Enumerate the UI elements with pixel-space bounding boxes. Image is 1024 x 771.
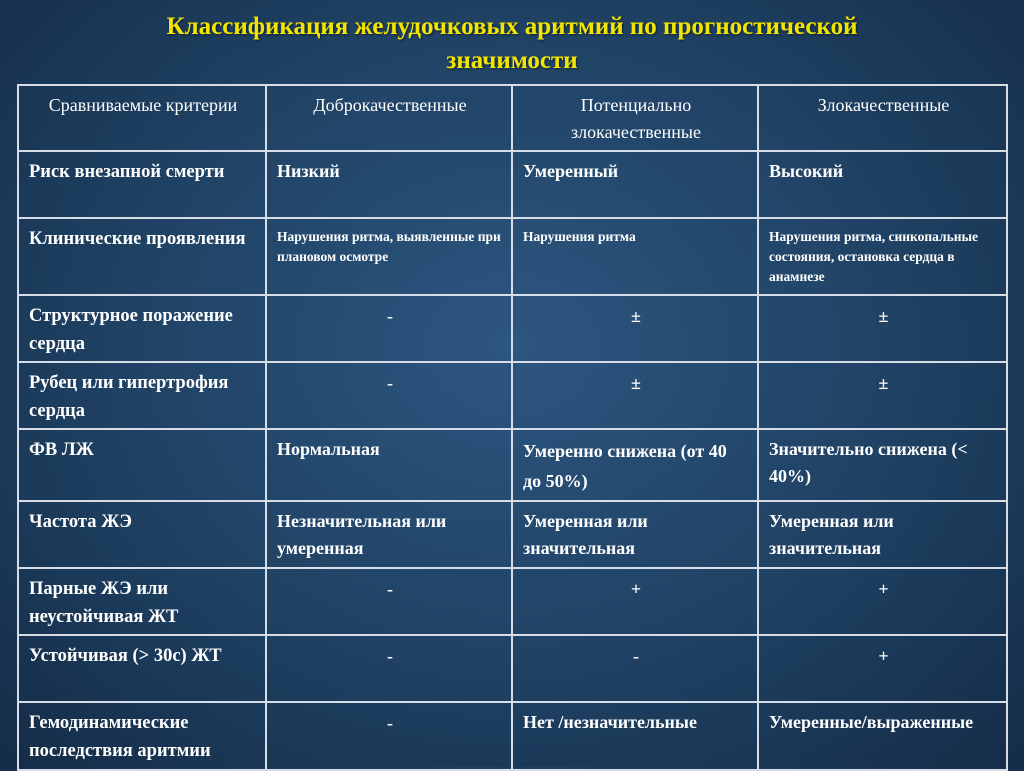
potential-cell: Нет /незначительные bbox=[512, 702, 758, 770]
header-benign: Доброкачественные bbox=[266, 85, 512, 151]
benign-cell: Низкий bbox=[266, 151, 512, 218]
potential-cell: ± bbox=[512, 295, 758, 362]
criterion-cell: Парные ЖЭ или неустойчивая ЖТ bbox=[18, 568, 266, 635]
table-row bbox=[18, 501, 1007, 568]
malignant-cell: Высокий bbox=[758, 151, 1007, 218]
benign-cell: Нарушения ритма, выявленные при плановом осмотре bbox=[266, 218, 512, 295]
table-row bbox=[18, 362, 1007, 429]
benign-cell: Нормальная bbox=[266, 429, 512, 501]
malignant-cell: Значительно снижена (< 40%) bbox=[758, 429, 1007, 501]
slide-title-line-2: значимости bbox=[446, 47, 578, 74]
benign-cell: - bbox=[266, 635, 512, 702]
table-row bbox=[18, 429, 1007, 501]
table-row bbox=[18, 218, 1007, 295]
table-row bbox=[18, 702, 1007, 770]
header-malignant: Злокачественные bbox=[758, 85, 1007, 151]
potential-cell: - bbox=[512, 635, 758, 702]
header-potentially-malignant: Потенциально злокачественные bbox=[512, 85, 758, 151]
potential-cell: Умеренно снижена (от 40 до 50%) bbox=[512, 429, 758, 501]
malignant-cell: Умеренные/выраженные bbox=[758, 702, 1007, 770]
benign-cell: - bbox=[266, 568, 512, 635]
benign-cell: - bbox=[266, 362, 512, 429]
criterion-cell: Клинические проявления bbox=[18, 218, 266, 295]
malignant-cell: + bbox=[758, 635, 1007, 702]
header-criteria: Сравниваемые критерии bbox=[18, 85, 266, 151]
benign-cell: - bbox=[266, 295, 512, 362]
malignant-cell: ± bbox=[758, 362, 1007, 429]
malignant-cell: ± bbox=[758, 295, 1007, 362]
malignant-cell: + bbox=[758, 568, 1007, 635]
criterion-cell: Частота ЖЭ bbox=[18, 501, 266, 568]
potential-cell: ± bbox=[512, 362, 758, 429]
table-row bbox=[18, 568, 1007, 635]
benign-cell: Незначительная или умеренная bbox=[266, 501, 512, 568]
table-row bbox=[18, 151, 1007, 218]
table-header-row bbox=[18, 85, 1007, 151]
criterion-cell: Риск внезапной смерти bbox=[18, 151, 266, 218]
potential-cell: Умеренный bbox=[512, 151, 758, 218]
potential-cell: Нарушения ритма bbox=[512, 218, 758, 295]
table-row bbox=[18, 635, 1007, 702]
classification-table bbox=[17, 84, 1008, 771]
potential-cell: Умеренная или значительная bbox=[512, 501, 758, 568]
criterion-cell: Структурное поражение сердца bbox=[18, 295, 266, 362]
criterion-cell: Устойчивая (> 30с) ЖТ bbox=[18, 635, 266, 702]
criterion-cell: Рубец или гипертрофия сердца bbox=[18, 362, 266, 429]
malignant-cell: Нарушения ритма, синкопальные состояния, остановка сердца в анамнезе bbox=[758, 218, 1007, 295]
potential-cell: + bbox=[512, 568, 758, 635]
table-row bbox=[18, 295, 1007, 362]
criterion-cell: Гемодинамические последствия аритмии bbox=[18, 702, 266, 770]
slide-title bbox=[0, 10, 1024, 78]
benign-cell: - bbox=[266, 702, 512, 770]
slide-title-line-1: Классификация желудочковых аритмий по прогностической bbox=[166, 13, 858, 40]
criterion-cell: ФВ ЛЖ bbox=[18, 429, 266, 501]
malignant-cell: Умеренная или значительная bbox=[758, 501, 1007, 568]
